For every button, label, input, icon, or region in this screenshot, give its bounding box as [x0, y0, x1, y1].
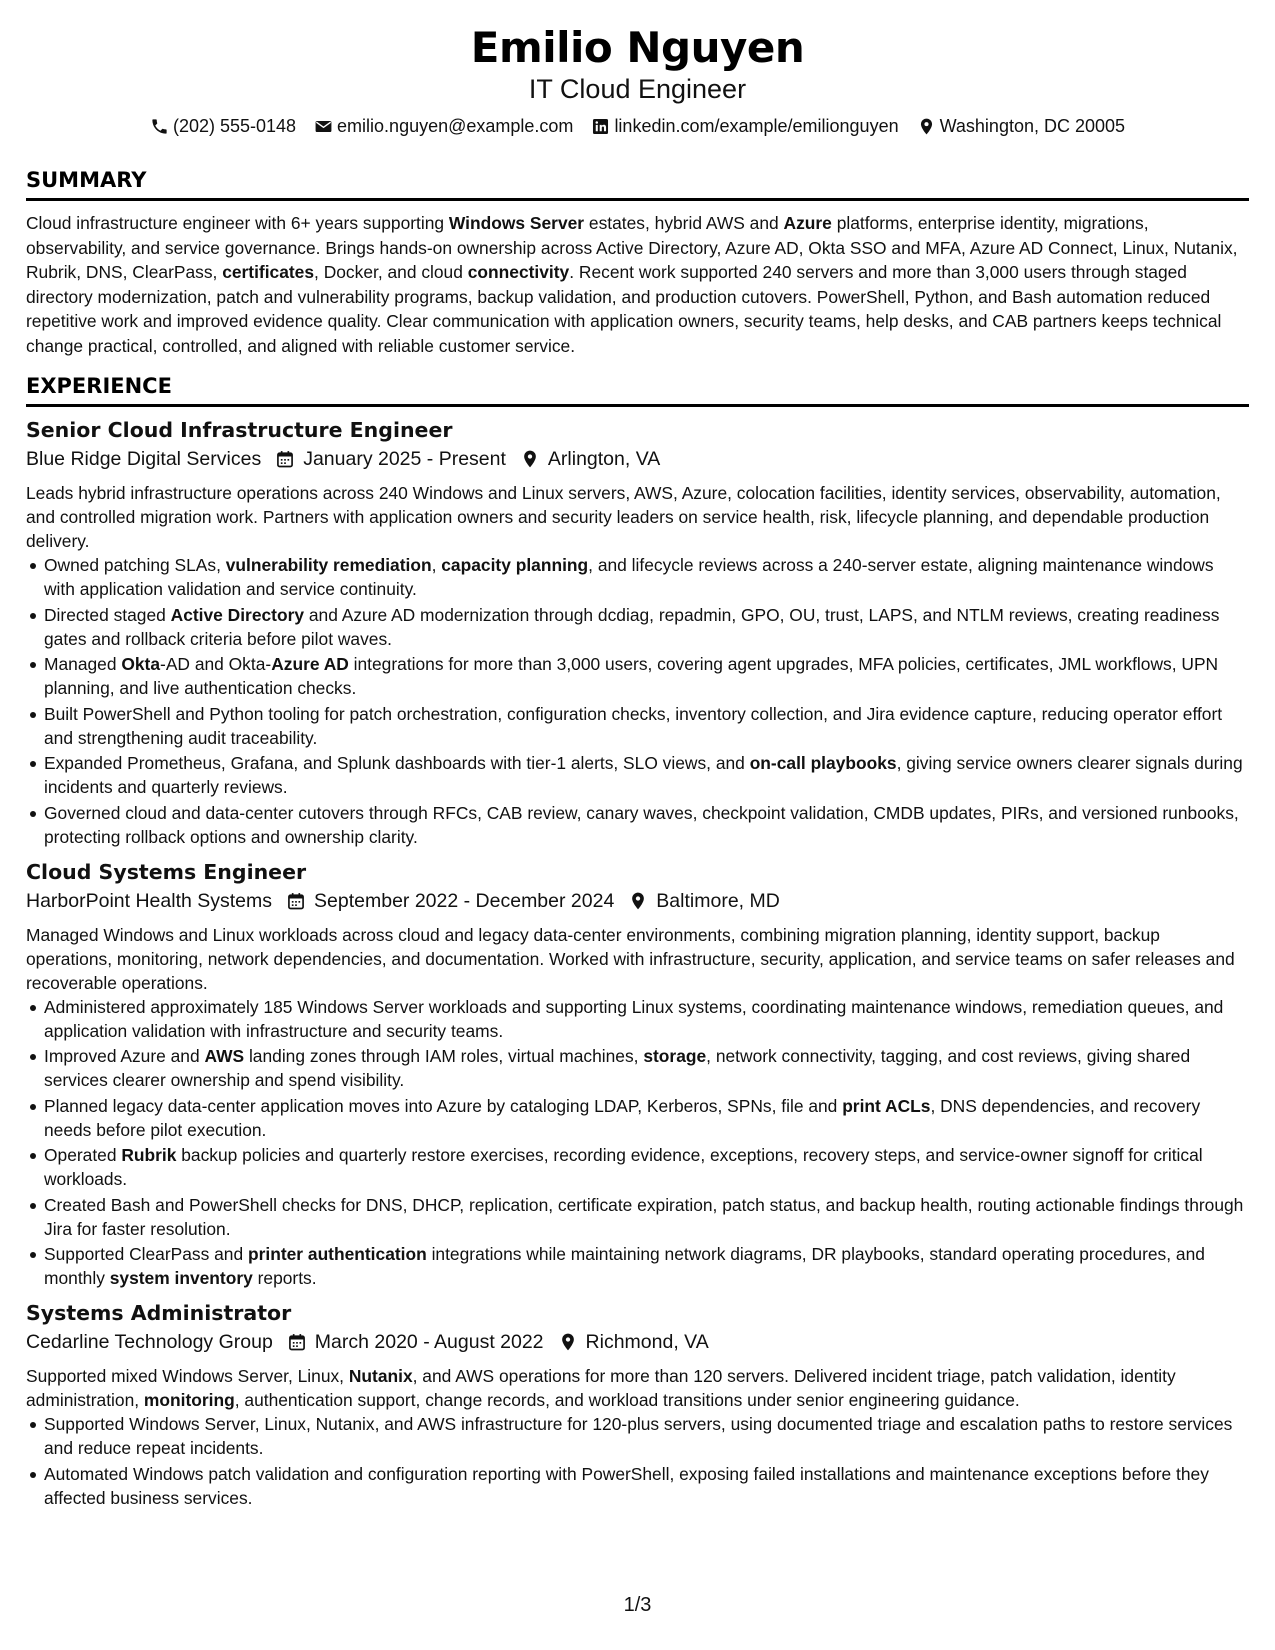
list-item: Improved Azure and AWS landing zones through IAM roles, virtual machines, storage, network connectivity, tagging, and cost reviews, giving shared services clearer ownership and spend visibility. [44, 1044, 1249, 1092]
envelope-icon [314, 117, 333, 136]
job-dates: March 2020 - August 2022 [314, 1331, 544, 1353]
candidate-name: Emilio Nguyen [470, 23, 805, 72]
contact-bar [26, 115, 1249, 137]
company-name: Blue Ridge Digital Services [26, 448, 262, 470]
map-pin-icon [520, 449, 540, 469]
summary-section [26, 168, 1249, 358]
map-pin-icon [917, 117, 936, 136]
linkedin-icon [591, 117, 610, 136]
list-item: Administered approximately 185 Windows Server workloads and supporting Linux systems, coordinating maintenance windows, remediation queues, and application validation with infrastructure and security teams. [44, 995, 1249, 1043]
contact-email[interactable] [314, 115, 573, 137]
job-meta [26, 887, 1249, 915]
job-title: Senior Cloud Infrastructure Engineer [26, 418, 453, 442]
list-item: Created Bash and PowerShell checks for DNS, DHCP, replication, certificate expiration, patch status, and backup health, routing actionable findings through Jira for faster resolution. [44, 1193, 1249, 1241]
phone-text: (202) 555-0148 [172, 116, 297, 136]
company-name: HarborPoint Health Systems [26, 889, 273, 912]
contact-linkedin[interactable] [591, 115, 898, 137]
job-bullets [26, 995, 1249, 1291]
experience-section [26, 374, 1249, 1510]
page-number: 1/3 [623, 1594, 652, 1616]
job-location: Richmond, VA [585, 1331, 709, 1353]
list-item: Supported Windows Server, Linux, Nutanix, and AWS infrastructure for 120-plus servers, using documented triage and escalation paths to restore services and reduce repeat incidents. [44, 1412, 1249, 1460]
list-item: Owned patching SLAs, vulnerability remediation, capacity planning, and lifecycle reviews across a 240-server estate, aligning maintenance windows with application validation and service continuity. [44, 553, 1249, 601]
list-item: Supported ClearPass and printer authentication integrations while maintaining network diagrams, DR playbooks, standard operating procedures, and monthly system inventory reports. [44, 1242, 1249, 1290]
phone-icon [150, 117, 169, 136]
job-entry [26, 1300, 1249, 1510]
calendar-icon [287, 1332, 307, 1352]
candidate-role: IT Cloud Engineer [528, 74, 747, 104]
calendar-icon [275, 449, 295, 469]
job-entry [26, 417, 1249, 849]
job-bullets [26, 553, 1249, 849]
location-text: Washington, DC 20005 [939, 116, 1126, 136]
job-intro: Managed Windows and Linux workloads across cloud and legacy data-center environments, combining migration planning, identity support, backup operations, monitoring, network dependencies, and documentation. Worked with infrastructure, security, application, and service teams on safer releases and recoverable operations. [26, 924, 1235, 993]
list-item: Automated Windows patch validation and configuration reporting with PowerShell, exposing failed installations and maintenance exceptions before they affected business services. [44, 1462, 1249, 1510]
resume-header [26, 22, 1249, 137]
summary-heading: SUMMARY [26, 168, 147, 192]
job-title: Cloud Systems Engineer [26, 859, 307, 884]
list-item: Operated Rubrik backup policies and quarterly restore exercises, recording evidence, exceptions, recovery steps, and service-owner signoff for critical workloads. [44, 1143, 1249, 1191]
list-item: Directed staged Active Directory and Azure AD modernization through dcdiag, repadmin, GPO, OU, trust, LAPS, and NTLM reviews, creating readiness gates and rollback criteria before pilot waves. [44, 603, 1249, 651]
list-item: Governed cloud and data-center cutovers through RFCs, CAB review, canary waves, checkpoint validation, CMDB updates, PIRs, and versioned runbooks, protecting rollback options and ownership clarity. [44, 801, 1249, 849]
list-item: Planned legacy data-center application moves into Azure by cataloging LDAP, Kerberos, SPNs, file and print ACLs, DNS dependencies, and recovery needs before pilot execution. [44, 1094, 1249, 1142]
job-bullets [26, 1412, 1249, 1510]
map-pin-icon [628, 891, 648, 911]
job-entry [26, 859, 1249, 1291]
job-intro: Leads hybrid infrastructure operations across 240 Windows and Linux servers, AWS, Azure, colocation facilities, identity services, observability, automation, and controlled migration work. Partners with application owners and security leaders on service health, risk, lifecycle planning, and dependable production delivery. [26, 483, 1221, 551]
job-location: Arlington, VA [547, 448, 661, 470]
calendar-icon [286, 891, 306, 911]
job-title: Systems Administrator [26, 1301, 292, 1325]
map-pin-icon [558, 1332, 578, 1352]
email-text: emilio.nguyen@example.com [337, 116, 574, 136]
job-dates: January 2025 - Present [303, 448, 506, 470]
company-name: Cedarline Technology Group [26, 1331, 273, 1353]
resume-page [26, 22, 1249, 1511]
job-meta [26, 1328, 1249, 1356]
contact-phone[interactable] [150, 115, 296, 137]
job-meta [26, 445, 1249, 473]
list-item: Expanded Prometheus, Grafana, and Splunk dashboards with tier-1 alerts, SLO views, and on-call playbooks, giving service owners clearer signals during incidents and quarterly reviews. [44, 751, 1249, 799]
linkedin-text: linkedin.com/example/emilionguyen [614, 116, 899, 136]
section-divider [26, 404, 1249, 407]
list-item: Built PowerShell and Python tooling for patch orchestration, configuration checks, inventory collection, and Jira evidence capture, reducing operator effort and strengthening audit traceability. [44, 702, 1249, 750]
contact-location [917, 115, 1125, 137]
job-dates: September 2022 - December 2024 [314, 889, 615, 912]
job-intro: Supported mixed Windows Server, Linux, Nutanix, and AWS operations for more than 120 servers. Delivered incident triage, patch validation, identity administration, monitoring, authentication support, change records, and workload transitions under senior engineering guidance. [26, 1366, 1176, 1410]
job-location: Baltimore, MD [656, 889, 780, 912]
list-item: Managed Okta-AD and Okta-Azure AD integrations for more than 3,000 users, covering agent upgrades, MFA policies, certificates, JML workflows, UPN planning, and live authentication checks. [44, 652, 1249, 700]
section-divider [26, 198, 1249, 201]
summary-text: Cloud infrastructure engineer with 6+ years supporting Windows Server estates, hybrid AWS and Azure platforms, enterprise identity, migrations, observability, and service governance. Brings hands-on ownership across Active Directory, Azure AD, Okta SSO and MFA, Azure AD Connect, Linux, Nutanix, Rubrik, DNS, ClearPass, certificates, Docker, and cloud connectivity. Recent work supported 240 servers and more than 3,000 users through staged directory modernization, patch and vulnerability programs, backup validation, and production cutovers. PowerShell, Python, and Bash automation reduced repetitive work and improved evidence quality. Clear communication with application owners, security teams, help desks, and CAB partners keeps technical change practical, controlled, and aligned with reliable customer service. [26, 213, 1238, 356]
experience-heading: EXPERIENCE [26, 374, 172, 398]
